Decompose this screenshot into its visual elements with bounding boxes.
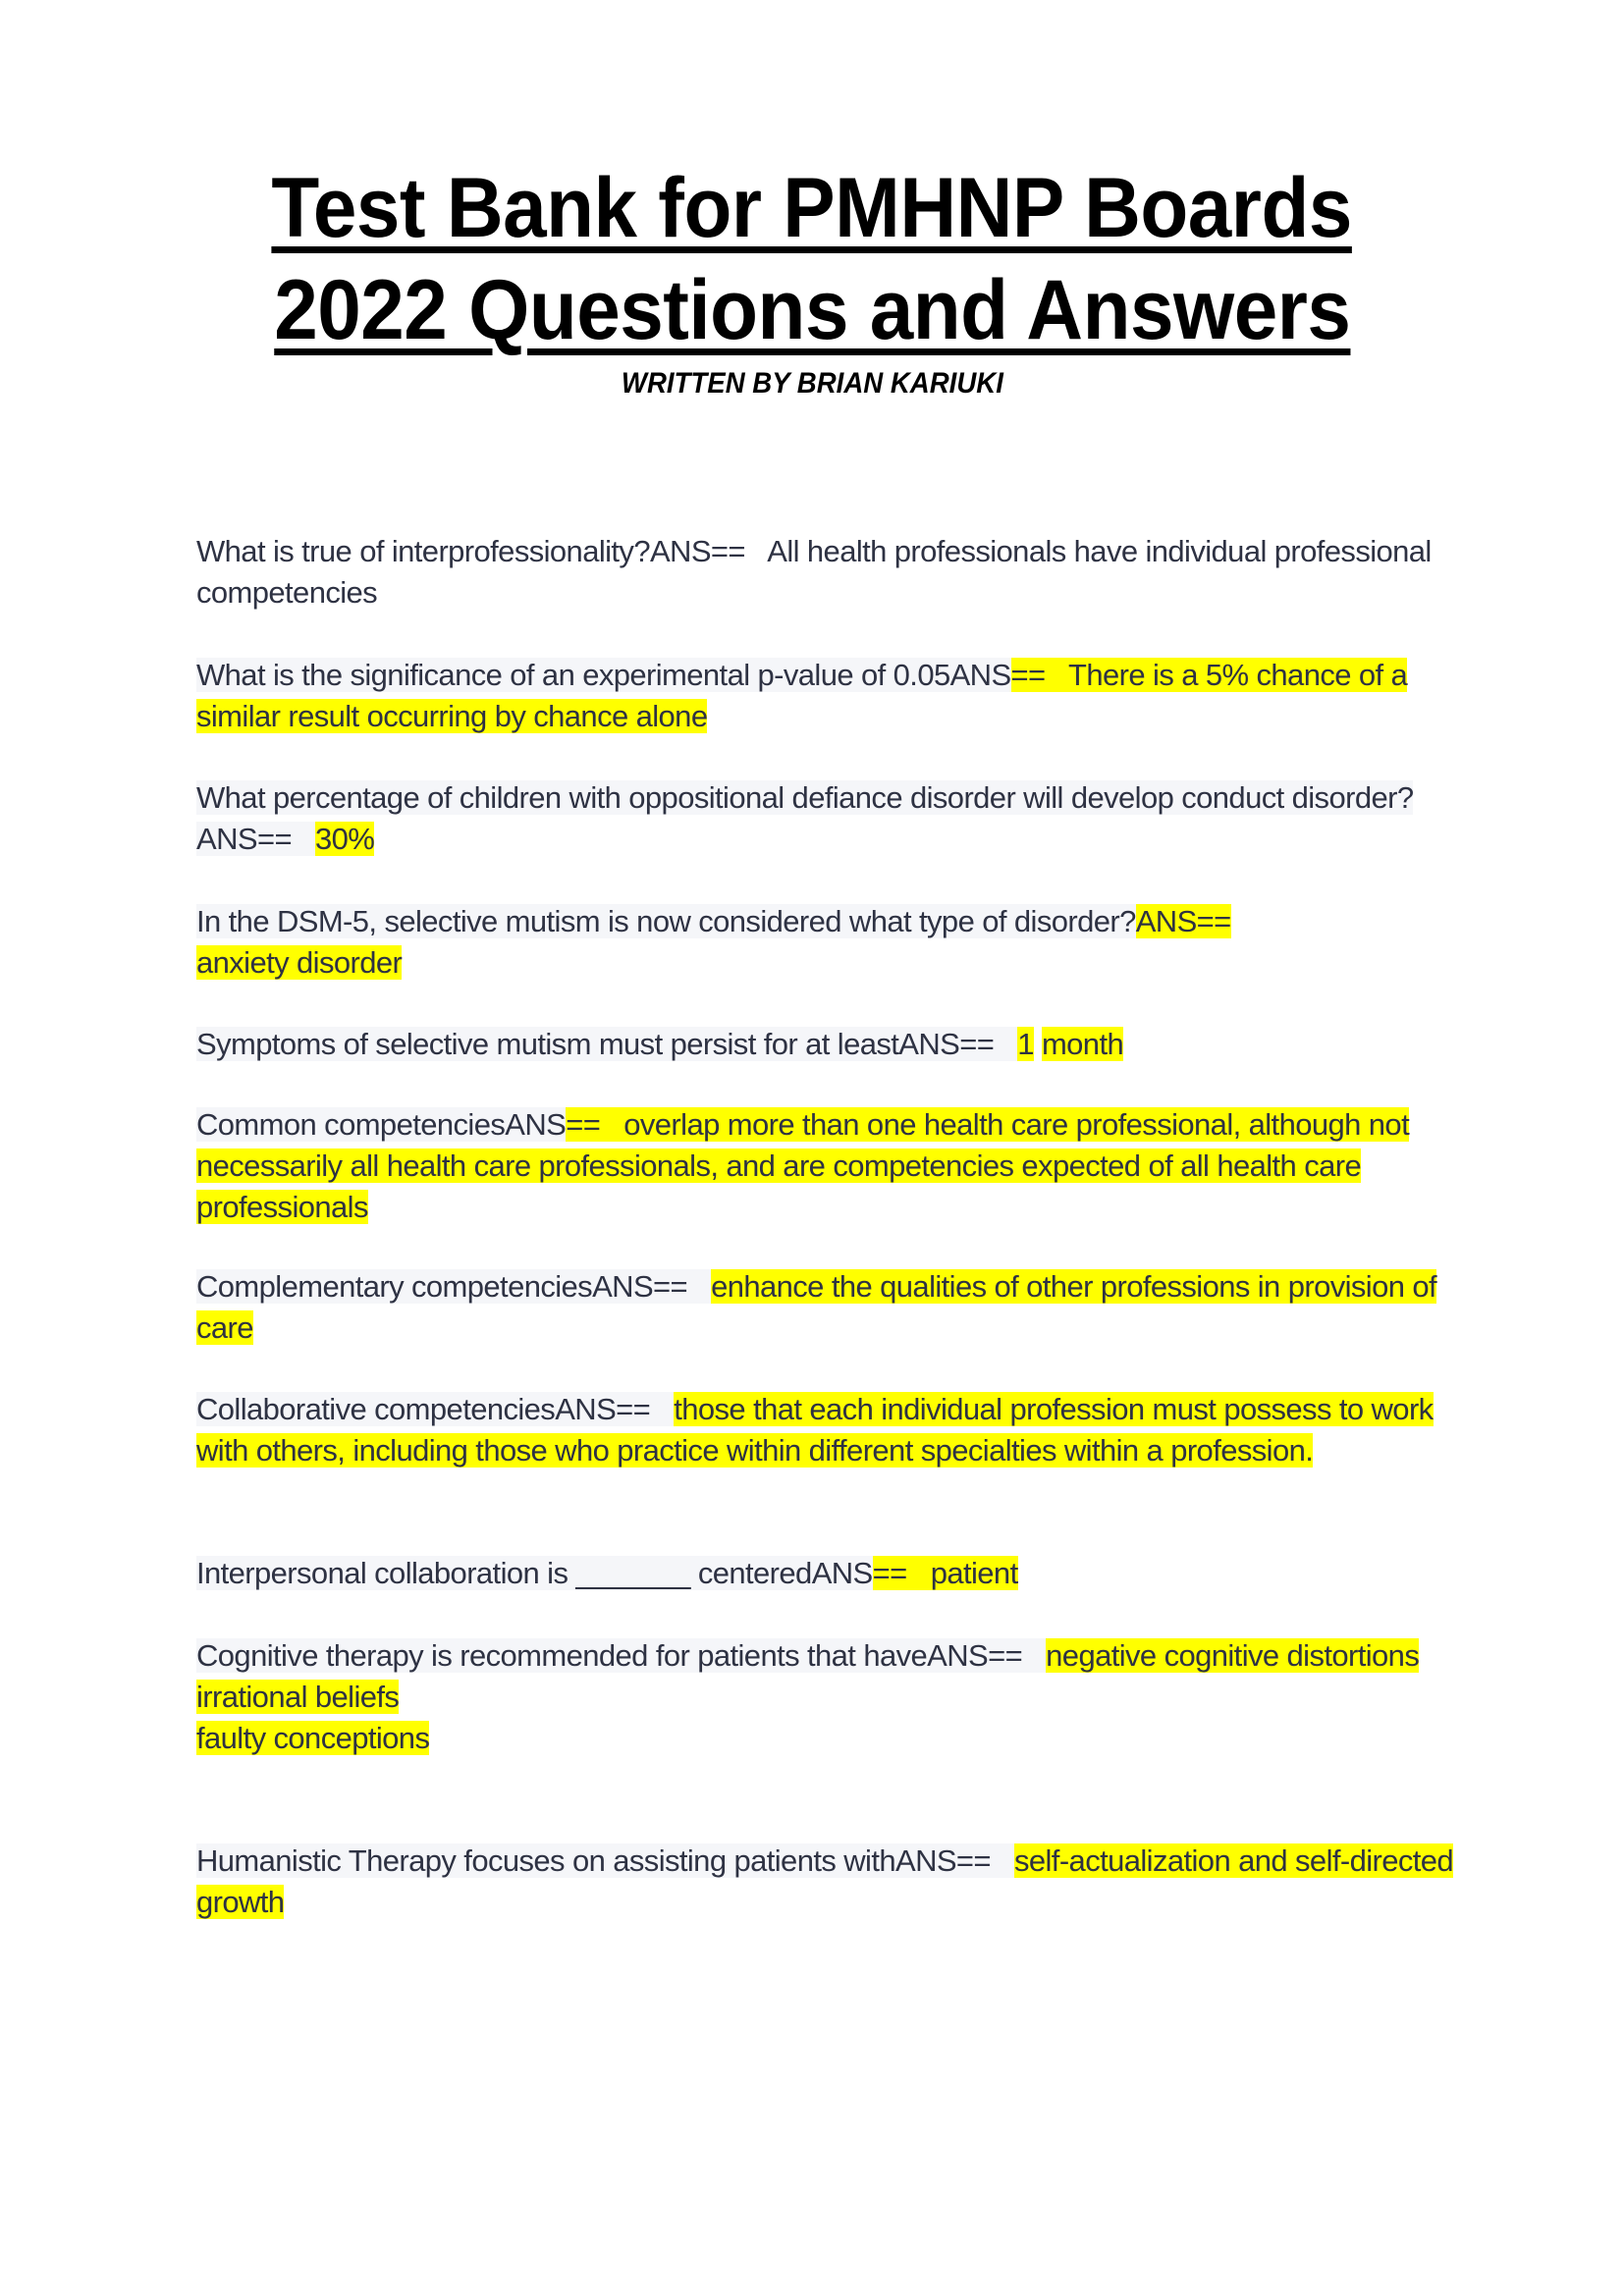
answer-line-2: irrational beliefs [196,1680,400,1714]
question-text: Interpersonal collaboration is _______ centeredANS [196,1556,873,1590]
answer-marker: == [872,1556,907,1590]
answer-line-3: faulty conceptions [196,1721,430,1755]
qa-item-6 [196,1104,1492,1228]
question-text: Humanistic Therapy focuses on assisting patients withANS== [196,1843,991,1878]
answer-number: 1 [1017,1027,1034,1061]
answer-unit: month [1041,1027,1124,1061]
question-text: Collaborative competenciesANS== [196,1392,651,1426]
answer-text: patient [930,1556,1018,1590]
qa-item-1 [196,531,1492,614]
title-line-1: Test Bank for PMHNP Boards [271,161,1353,255]
qa-item-11 [196,1841,1492,1923]
question-text: In the DSM-5, selective mutism is now considered what type of disorder? [196,904,1136,938]
question-text: What is the significance of an experimental p-value of 0.05ANS [196,658,1011,692]
qa-item-7 [196,1266,1492,1349]
qa-item-9 [196,1553,1492,1594]
qa-item-10 [196,1635,1492,1759]
title-line-2: 2022 Questions and Answers [273,263,1351,357]
author-byline [0,367,1624,400]
qa-item-2 [196,655,1492,737]
answer-line-1: negative cognitive distortions [1046,1638,1420,1673]
answer-text: 30% [315,822,375,856]
answer-text: those that each individual profession must possess to work with others, including those who practice within different specialties within a profession. [196,1392,1434,1468]
question-text: What percentage of children with oppositional defiance disorder will develop conduct disorder?ANS== [196,780,1414,856]
qa-item-8 [196,1389,1492,1471]
answer-text: All health professionals have individual professional competencies [196,534,1432,610]
qa-item-3 [196,777,1492,860]
answer-text: overlap more than one health care professional, although not necessarily all health care professionals, and are competencies expected of all health care professionals [196,1107,1410,1224]
qa-item-5 [196,1024,1492,1065]
answer-marker: == [566,1107,601,1142]
question-text: Complementary competenciesANS== [196,1269,688,1304]
question-text: Symptoms of selective mutism must persist for at leastANS== [196,1027,995,1061]
answer-text: self-actualization and self-directed growth [196,1843,1454,1919]
answer-text: anxiety disorder [196,945,403,980]
answer-marker: ANS== [1135,904,1231,938]
answer-marker: == [1010,658,1046,692]
qa-item-4 [196,901,1492,984]
question-text: Cognitive therapy is recommended for patients that haveANS== [196,1638,1023,1673]
document-title [0,157,1624,361]
answer-text: enhance the qualities of other professions in provision of care [196,1269,1437,1345]
answer-text: There is a 5% chance of a similar result occurring by chance alone [196,658,1408,733]
question-text: What is true of interprofessionality?ANS== [196,534,745,568]
author-text: WRITTEN BY BRIAN KARIUKI [621,367,1003,400]
question-text: Common competenciesANS [196,1107,567,1142]
